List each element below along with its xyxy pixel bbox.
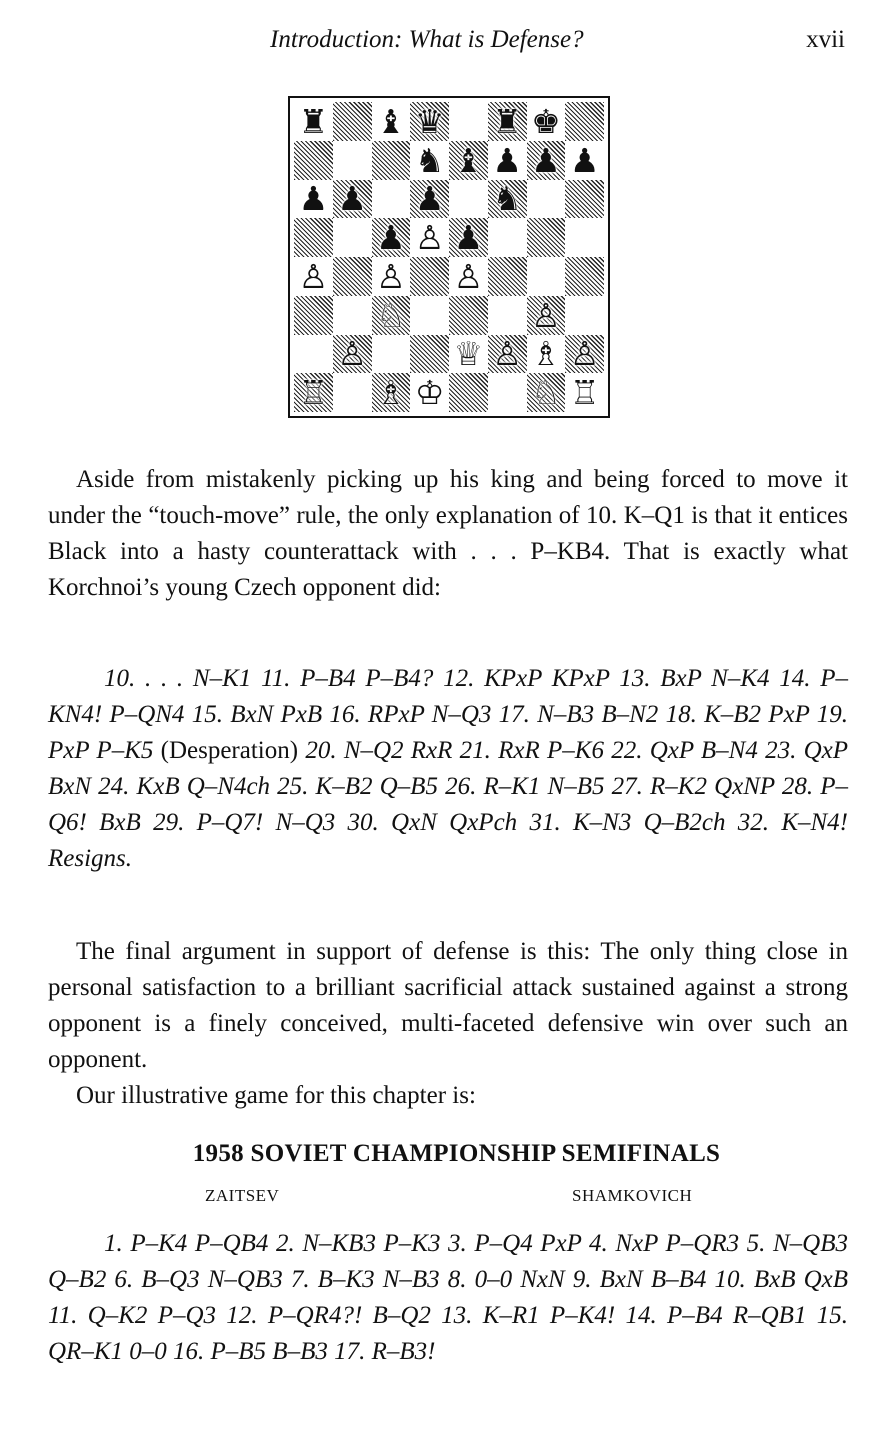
white-pawn-icon: ♙: [453, 256, 484, 296]
board-square: [565, 335, 604, 374]
board-square: [527, 102, 566, 141]
board-square: [372, 218, 411, 257]
board-square: [372, 373, 411, 412]
board-square: [294, 373, 333, 412]
black-knight-icon: ♞: [414, 140, 445, 180]
paragraph-touch-move: Aside from mistakenly picking up his king and being forced to move it under the “touch-move” rule, the only explanation of 10. K–Q1 is that it entices Black into a hasty counterattack with . . . P–KB4. That is exactly what Korchnoi’s young Czech opponent did:: [48, 466, 848, 601]
board-square: [527, 257, 566, 296]
black-pawn-icon: ♟: [531, 140, 561, 180]
board-square: [527, 335, 566, 374]
black-rook-icon: ♜: [298, 101, 329, 141]
board-square: [372, 102, 411, 141]
game-heading: 1958 SOVIET CHAMPIONSHIP SEMIFINALS: [192, 1140, 721, 1167]
board-square: [449, 180, 488, 219]
white-pawn-icon: ♙: [298, 256, 329, 296]
board-square: [488, 373, 527, 412]
board-square: [333, 141, 372, 180]
board-square: [294, 335, 333, 374]
black-queen-icon: ♛: [414, 101, 445, 141]
white-pawn-icon: ♙: [492, 334, 522, 374]
white-knight-icon: ♘: [376, 295, 406, 335]
board-square: [294, 180, 333, 219]
board-square: [527, 218, 566, 257]
board-square: [410, 257, 449, 296]
board-square: [294, 141, 333, 180]
black-pawn-icon: ♟: [298, 179, 329, 219]
black-player: SHAMKOVICH: [572, 1186, 693, 1205]
board-square: [333, 218, 372, 257]
board-square: [449, 141, 488, 180]
board-square: [410, 180, 449, 219]
black-bishop-icon: ♝: [453, 140, 484, 180]
black-king-icon: ♚: [531, 101, 561, 141]
black-pawn-icon: ♟: [376, 218, 406, 258]
board-square: [410, 296, 449, 335]
board-square: [565, 218, 604, 257]
board-square: [565, 373, 604, 412]
white-king-icon: ♔: [414, 373, 445, 413]
white-pawn-icon: ♙: [531, 295, 561, 335]
board-square: [410, 335, 449, 374]
white-bishop-icon: ♗: [376, 373, 406, 413]
running-head: [0, 26, 893, 66]
board-square: [488, 257, 527, 296]
board-square: [565, 296, 604, 335]
white-pawn-icon: ♙: [337, 334, 367, 374]
board-square: [488, 180, 527, 219]
black-knight-icon: ♞: [492, 179, 522, 219]
white-pawn-icon: ♙: [569, 334, 600, 374]
board-square: [449, 335, 488, 374]
board-square: [410, 218, 449, 257]
black-rook-icon: ♜: [492, 101, 522, 141]
board-square: [565, 180, 604, 219]
board-square: [372, 141, 411, 180]
board-square: [488, 335, 527, 374]
white-rook-icon: ♖: [569, 373, 600, 413]
chess-diagram: [288, 96, 610, 418]
board-square: [488, 296, 527, 335]
board-square: [294, 102, 333, 141]
white-knight-icon: ♘: [531, 373, 561, 413]
board-square: [410, 102, 449, 141]
white-rook-icon: ♖: [298, 373, 329, 413]
white-pawn-icon: ♙: [414, 218, 445, 258]
board-square: [372, 257, 411, 296]
board-square: [527, 180, 566, 219]
board-square: [449, 296, 488, 335]
board-square: [294, 296, 333, 335]
board-square: [565, 257, 604, 296]
board-square: [488, 102, 527, 141]
paragraph-final-argument: The final argument in support of defense is this: The only thing close in personal satisfaction to a brilliant sacrificial attack sustained against a strong opponent is a finely conceived, multi-faceted defensive win over such an opponent.: [48, 938, 848, 1073]
black-pawn-icon: ♟: [414, 179, 445, 219]
black-bishop-icon: ♝: [376, 101, 406, 141]
board-square: [488, 218, 527, 257]
page-number: xvii: [806, 26, 845, 53]
moves-part-1: 10. . . . N–K1 11. P–B4 P–B4? 12. KPxP KPxP 13. BxP N–K4 14. P–KN4! P–QN4 15. BxN PxB 16. RPxP N–Q3 17. N–B3 B–N2 18. K–B2 PxP 19. PxP P–K5: [48, 665, 848, 764]
board-square: [333, 335, 372, 374]
paragraph-illustrative-game: Our illustrative game for this chapter is:: [76, 1082, 476, 1109]
white-player: ZAITSEV: [205, 1186, 280, 1205]
black-pawn-icon: ♟: [569, 140, 600, 180]
board-square: [449, 218, 488, 257]
game-moves-zaitsev-shamkovich: 1. P–K4 P–QB4 2. N–KB3 P–K3 3. P–Q4 PxP 4. NxP P–QR3 5. N–QB3 Q–B2 6. B–Q3 N–QB3 7. B–K3 N–B3 8. 0–0 NxN 9. BxN B–B4 10. BxB QxB 11. Q–K2 P–Q3 12. P–QR4?! B–Q2 13. K–R1 P–K4! 14. P–B4 R–QB1 15. QR–K1 0–0 16. P–B5 B–B3 17. R–B3!: [48, 1230, 848, 1365]
board-square: [372, 180, 411, 219]
black-pawn-icon: ♟: [492, 140, 522, 180]
board-square: [449, 102, 488, 141]
board-square: [372, 335, 411, 374]
black-pawn-icon: ♟: [453, 218, 484, 258]
board-square: [449, 257, 488, 296]
board-square: [294, 257, 333, 296]
black-pawn-icon: ♟: [337, 179, 367, 219]
board-square: [449, 373, 488, 412]
board-square: [565, 141, 604, 180]
move-annotation: (Desperation): [160, 737, 299, 764]
board-square: [565, 102, 604, 141]
moves-part-2: 20. N–Q2 RxR 21. RxR P–K6 22. QxP B–N4 23. QxP BxN 24. KxB Q–N4ch 25. K–B2 Q–B5 26. R–K1 N–B5 27. R–K2 QxNP 28. P–Q6! BxB 29. P–Q7! N–Q3 30. QxN QxPch 31. K–N3 Q–B2ch 32. K–N4! Resigns.: [48, 737, 849, 872]
board-square: [333, 373, 372, 412]
board-square: [333, 180, 372, 219]
board-square: [527, 141, 566, 180]
white-pawn-icon: ♙: [376, 256, 406, 296]
game-moves-korchnoi: [48, 661, 848, 877]
white-queen-icon: ♕: [453, 334, 484, 374]
board-square: [333, 296, 372, 335]
chess-board: [294, 102, 604, 412]
board-square: [333, 102, 372, 141]
board-square: [410, 373, 449, 412]
board-square: [333, 257, 372, 296]
board-square: [410, 141, 449, 180]
board-square: [527, 296, 566, 335]
white-bishop-icon: ♗: [531, 334, 561, 374]
board-square: [372, 296, 411, 335]
board-square: [294, 218, 333, 257]
running-title: Introduction: What is Defense?: [270, 26, 584, 53]
board-square: [488, 141, 527, 180]
board-square: [527, 373, 566, 412]
